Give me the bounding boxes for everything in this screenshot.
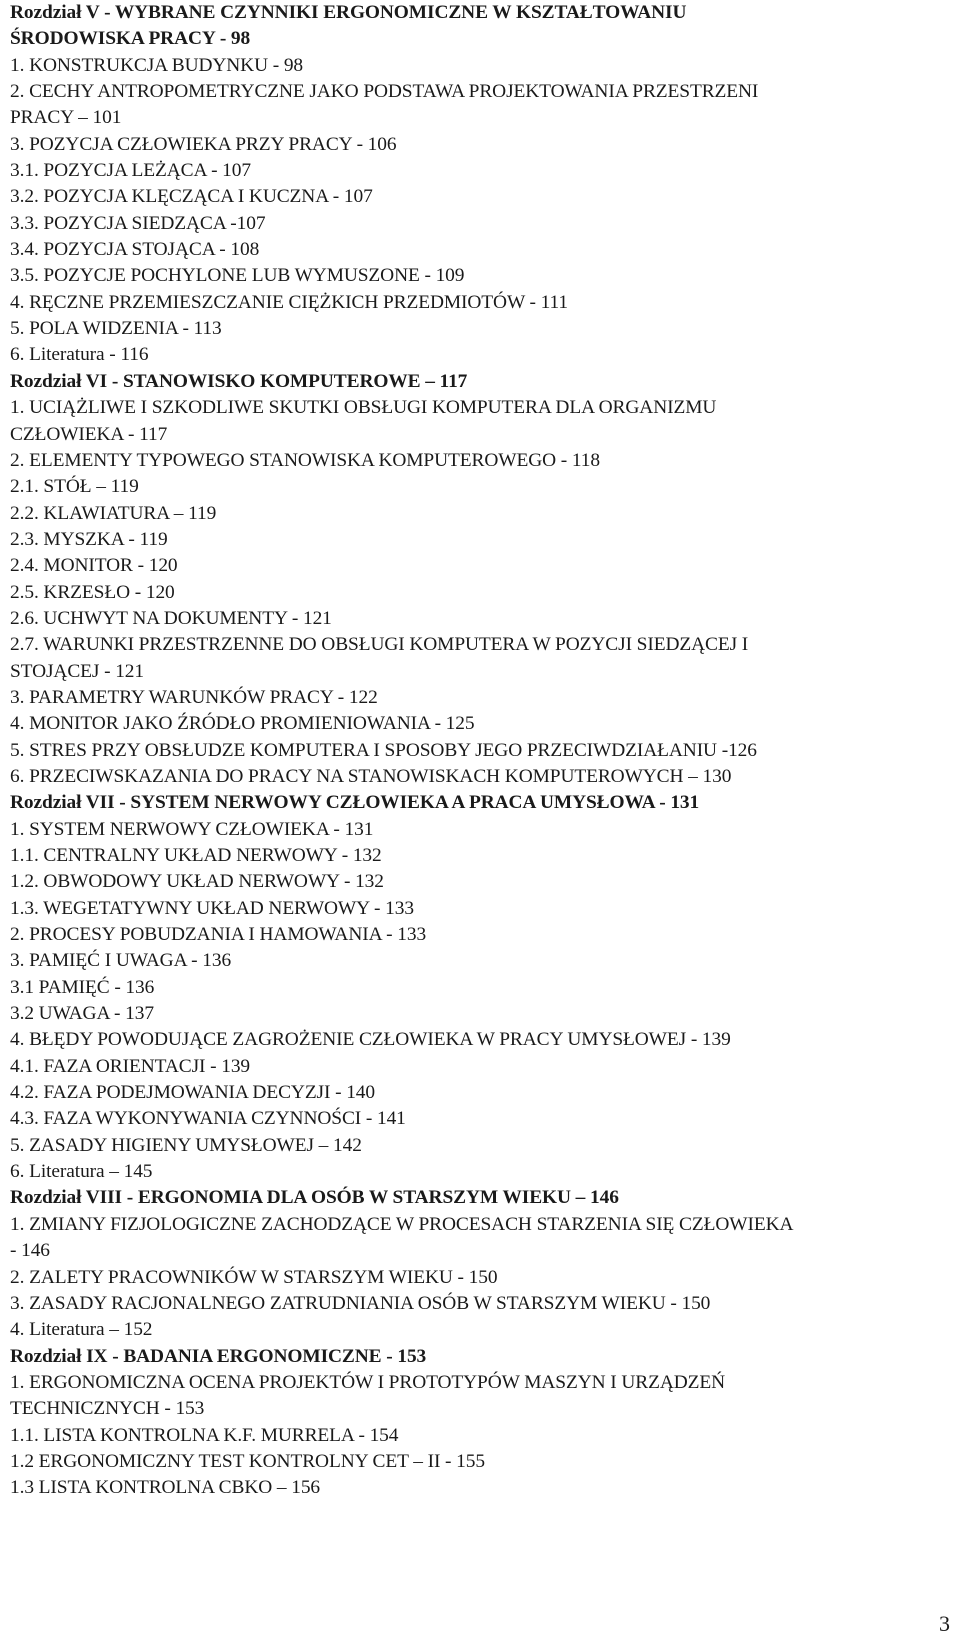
toc-entry: 1. UCIĄŻLIWE I SZKODLIWE SKUTKI OBSŁUGI KOMPUTERA DLA ORGANIZMU — [10, 397, 717, 419]
toc-entry: 2. CECHY ANTROPOMETRYCZNE JAKO PODSTAWA PROJEKTOWANIA PRZESTRZENI — [10, 81, 759, 103]
toc-entry: 4.2. FAZA PODEJMOWANIA DECYZJI - 140 — [10, 1082, 375, 1104]
toc-entry: 1.3. WEGETATYWNY UKŁAD NERWOWY - 133 — [10, 897, 414, 919]
toc-entry: 3. PAMIĘĆ I UWAGA - 136 — [10, 950, 232, 972]
toc-entry: 1.2 ERGONOMICZNY TEST KONTROLNY CET – II - 155 — [10, 1450, 485, 1472]
toc-entry: 2. ELEMENTY TYPOWEGO STANOWISKA KOMPUTEROWEGO - 118 — [10, 449, 600, 471]
toc-entry: 4. MONITOR JAKO ŹRÓDŁO PROMIENIOWANIA - 125 — [10, 713, 475, 735]
toc-entry: 6. Literatura – 145 — [10, 1161, 153, 1183]
toc-entry: 2. PROCESY POBUDZANIA I HAMOWANIA - 133 — [10, 924, 427, 946]
toc-entry: 1.1. CENTRALNY UKŁAD NERWOWY - 132 — [10, 845, 382, 866]
toc-entry: 3. ZASADY RACJONALNEGO ZATRUDNIANIA OSÓB W STARSZYM WIEKU - 150 — [10, 1292, 711, 1314]
toc-entry: 4.3. FAZA WYKONYWANIA CZYNNOŚCI - 141 — [10, 1108, 406, 1130]
toc-entry: 4. BŁĘDY POWODUJĄCE ZAGROŻENIE CZŁOWIEKA W PRACY UMYSŁOWEJ - 139 — [10, 1029, 731, 1051]
toc-chapter-heading: Rozdział VII - SYSTEM NERWOWY CZŁOWIEKA A PRACA UMYSŁOWA - 131 — [10, 792, 700, 814]
toc-chapter-heading: Rozdział V - WYBRANE CZYNNIKI ERGONOMICZNE W KSZTAŁTOWANIU — [10, 2, 687, 23]
toc-entry: 6. PRZECIWSKAZANIA DO PRACY NA STANOWISKACH KOMPUTEROWYCH – 130 — [10, 765, 732, 787]
toc-entry: 3.4. POZYCJA STOJĄCA - 108 — [10, 239, 260, 261]
toc-entry: 2.7. WARUNKI PRZESTRZENNE DO OBSŁUGI KOMPUTERA W POZYCJI SIEDZĄCEJ I — [10, 634, 749, 656]
toc-entry: 3.1. POZYCJA LEŻĄCA - 107 — [10, 160, 251, 182]
toc-chapter-heading: ŚRODOWISKA PRACY - 98 — [10, 28, 251, 50]
toc-entry: 1. ZMIANY FIZJOLOGICZNE ZACHODZĄCE W PROCESACH STARZENIA SIĘ CZŁOWIEKA — [10, 1213, 794, 1235]
toc-entry: 5. POLA WIDZENIA - 113 — [10, 318, 222, 340]
toc-entry: 1.3 LISTA KONTROLNA CBKO – 156 — [10, 1477, 321, 1499]
toc-entry: 2.2. KLAWIATURA – 119 — [10, 502, 217, 524]
toc-entry: 3.2 UWAGA - 137 — [10, 1003, 154, 1025]
toc-entry: PRACY – 101 — [10, 107, 122, 129]
toc-entry: 3. POZYCJA CZŁOWIEKA PRZY PRACY - 106 — [10, 133, 397, 155]
toc-entry: 1.2. OBWODOWY UKŁAD NERWOWY - 132 — [10, 871, 384, 893]
table-of-contents — [10, 0, 950, 1502]
toc-entry: 6. Literatura - 116 — [10, 344, 149, 366]
toc-entry: - 146 — [10, 1240, 50, 1262]
toc-entry: 3.5. POZYCJE POCHYLONE LUB WYMUSZONE - 109 — [10, 265, 465, 287]
toc-entry: 3. PARAMETRY WARUNKÓW PRACY - 122 — [10, 686, 378, 708]
toc-entry: 3.1 PAMIĘĆ - 136 — [10, 976, 155, 998]
toc-entry: 2.3. MYSZKA - 119 — [10, 528, 168, 550]
toc-entry: 3.3. POZYCJA SIEDZĄCA -107 — [10, 212, 266, 234]
toc-entry: 4. Literatura – 152 — [10, 1319, 153, 1341]
toc-entry: STOJĄCEJ - 121 — [10, 660, 144, 682]
toc-entry: 4. RĘCZNE PRZEMIESZCZANIE CIĘŻKICH PRZEDMIOTÓW - 111 — [10, 291, 568, 313]
toc-entry: 1. KONSTRUKCJA BUDYNKU - 98 — [10, 54, 304, 76]
toc-entry: 2.6. UCHWYT NA DOKUMENTY - 121 — [10, 607, 332, 629]
toc-entry: 2.4. MONITOR - 120 — [10, 555, 178, 577]
toc-chapter-heading: Rozdział IX - BADANIA ERGONOMICZNE - 153 — [10, 1345, 427, 1367]
toc-entry: 1. SYSTEM NERWOWY CZŁOWIEKA - 131 — [10, 818, 374, 840]
toc-entry: 1. ERGONOMICZNA OCENA PROJEKTÓW I PROTOTYPÓW MASZYN I URZĄDZEŃ — [10, 1371, 726, 1393]
toc-entry: TECHNICZNYCH - 153 — [10, 1398, 205, 1420]
toc-entry: 3.2. POZYCJA KLĘCZĄCA I KUCZNA - 107 — [10, 186, 373, 208]
toc-entry: 4.1. FAZA ORIENTACJI - 139 — [10, 1055, 251, 1077]
toc-entry: 5. STRES PRZY OBSŁUDZE KOMPUTERA I SPOSOBY JEGO PRZECIWDZIAŁANIU -126 — [10, 739, 757, 761]
toc-entry: 1.1. LISTA KONTROLNA K.F. MURRELA - 154 — [10, 1424, 399, 1446]
toc-entry: 2.5. KRZESŁO - 120 — [10, 581, 175, 603]
toc-chapter-heading: Rozdział VIII - ERGONOMIA DLA OSÓB W STARSZYM WIEKU – 146 — [10, 1187, 619, 1209]
toc-chapter-heading: Rozdział VI - STANOWISKO KOMPUTEROWE – 117 — [10, 370, 468, 392]
toc-entry: 2.1. STÓŁ – 119 — [10, 476, 139, 498]
toc-entry: 5. ZASADY HIGIENY UMYSŁOWEJ – 142 — [10, 1134, 362, 1156]
toc-entry: CZŁOWIEKA - 117 — [10, 423, 168, 445]
toc-entry: 2. ZALETY PRACOWNIKÓW W STARSZYM WIEKU - 150 — [10, 1266, 498, 1288]
page-number: 3 — [939, 1611, 950, 1636]
